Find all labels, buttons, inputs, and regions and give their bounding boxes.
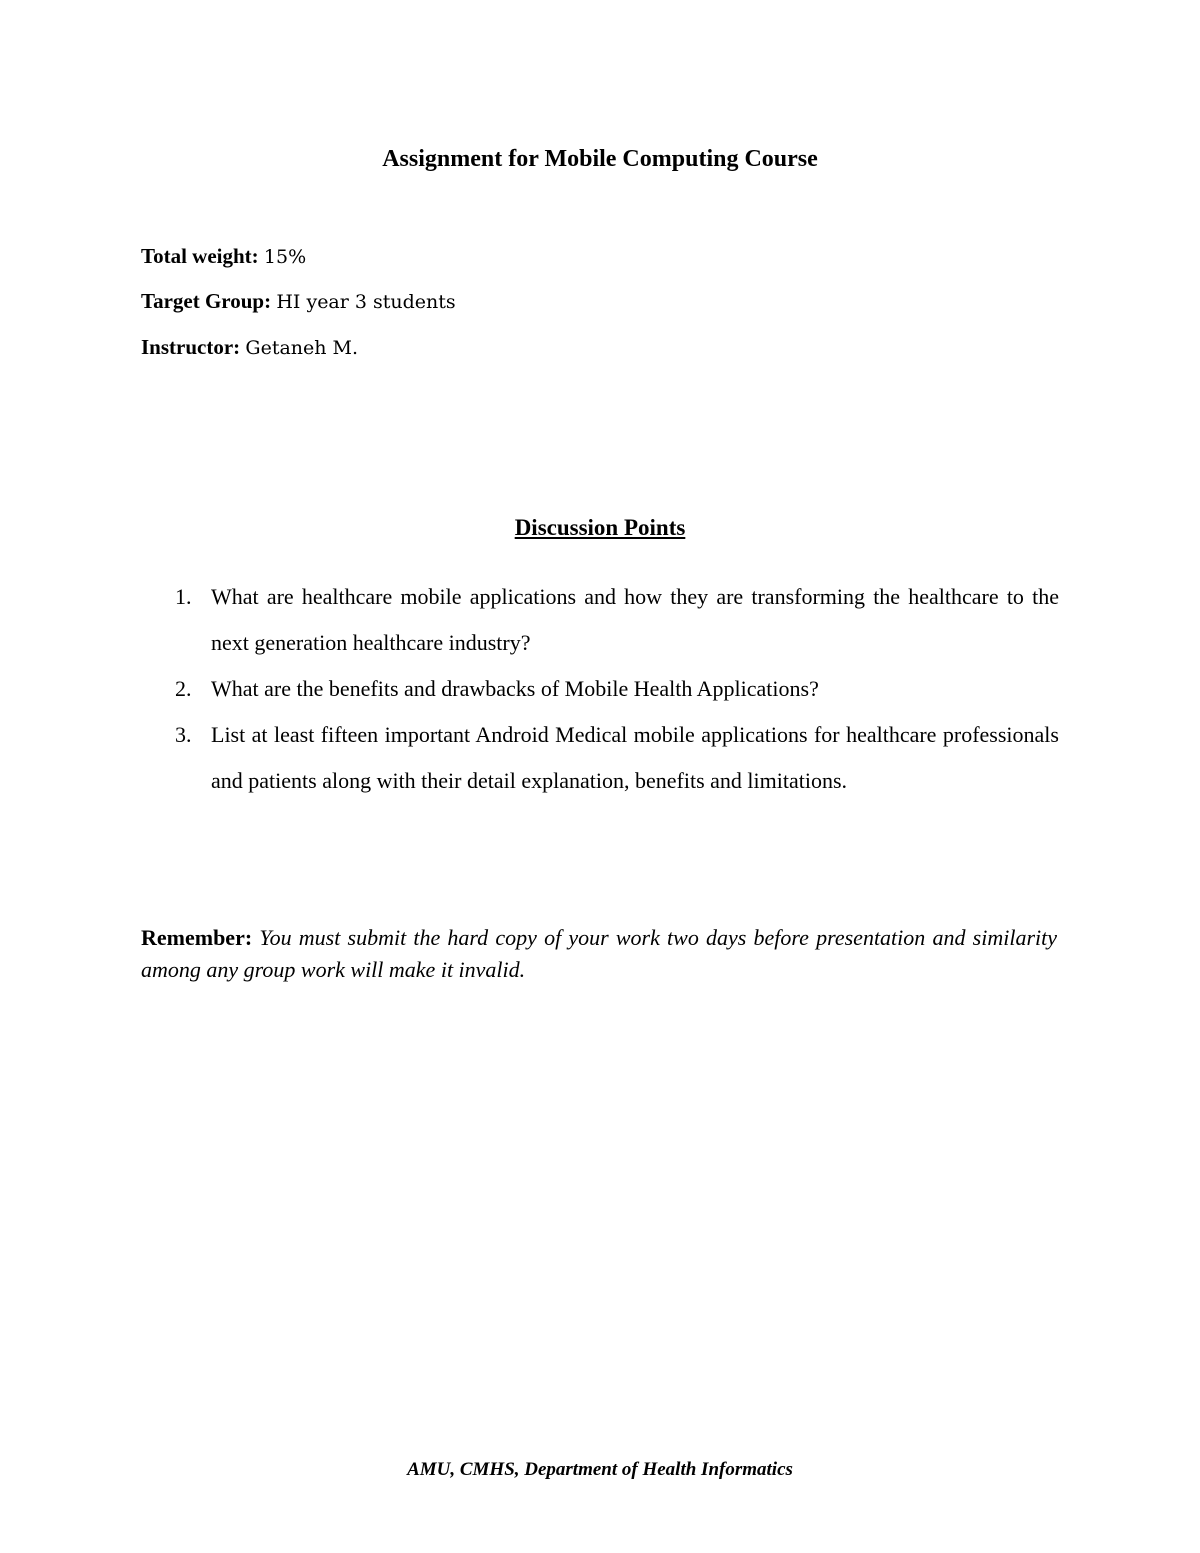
list-item-text: What are the benefits and drawbacks of Mobile Health Applications?: [211, 676, 819, 701]
instructor-value: Getaneh M.: [245, 337, 359, 359]
remember-note: [141, 922, 1057, 986]
total-weight-value: 15%: [263, 246, 307, 268]
total-weight-line: [141, 243, 306, 270]
list-item: [141, 712, 1059, 804]
discussion-points-list: [141, 574, 1059, 804]
list-item: [141, 574, 1059, 666]
document-title: Assignment for Mobile Computing Course: [382, 146, 818, 172]
target-group-label: Target Group:: [141, 289, 272, 313]
list-item-number: 3.: [175, 722, 192, 747]
list-item-text: List at least fifteen important Android Medical mobile applications for healthcare professionals and patients along with their detail explanation, benefits and limitations.: [211, 722, 1059, 793]
discussion-heading: Discussion Points: [514, 515, 686, 540]
list-item: [141, 666, 1059, 712]
list-item-number: 1.: [175, 584, 192, 609]
remember-label: Remember:: [141, 925, 253, 950]
target-group-value: HI year 3 students: [276, 291, 456, 313]
list-item-number: 2.: [175, 676, 192, 701]
total-weight-label: Total weight:: [141, 244, 259, 268]
page-footer: AMU, CMHS, Department of Health Informatics: [407, 1459, 793, 1480]
remember-text: You must submit the hard copy of your work two days before presentation and similarity among any group work will make it invalid.: [141, 925, 1057, 982]
instructor-line: [141, 334, 358, 361]
target-group-line: [141, 288, 456, 315]
list-item-text: What are healthcare mobile applications and how they are transforming the healthcare to the next generation healthcare industry?: [211, 584, 1059, 655]
instructor-label: Instructor:: [141, 335, 241, 359]
